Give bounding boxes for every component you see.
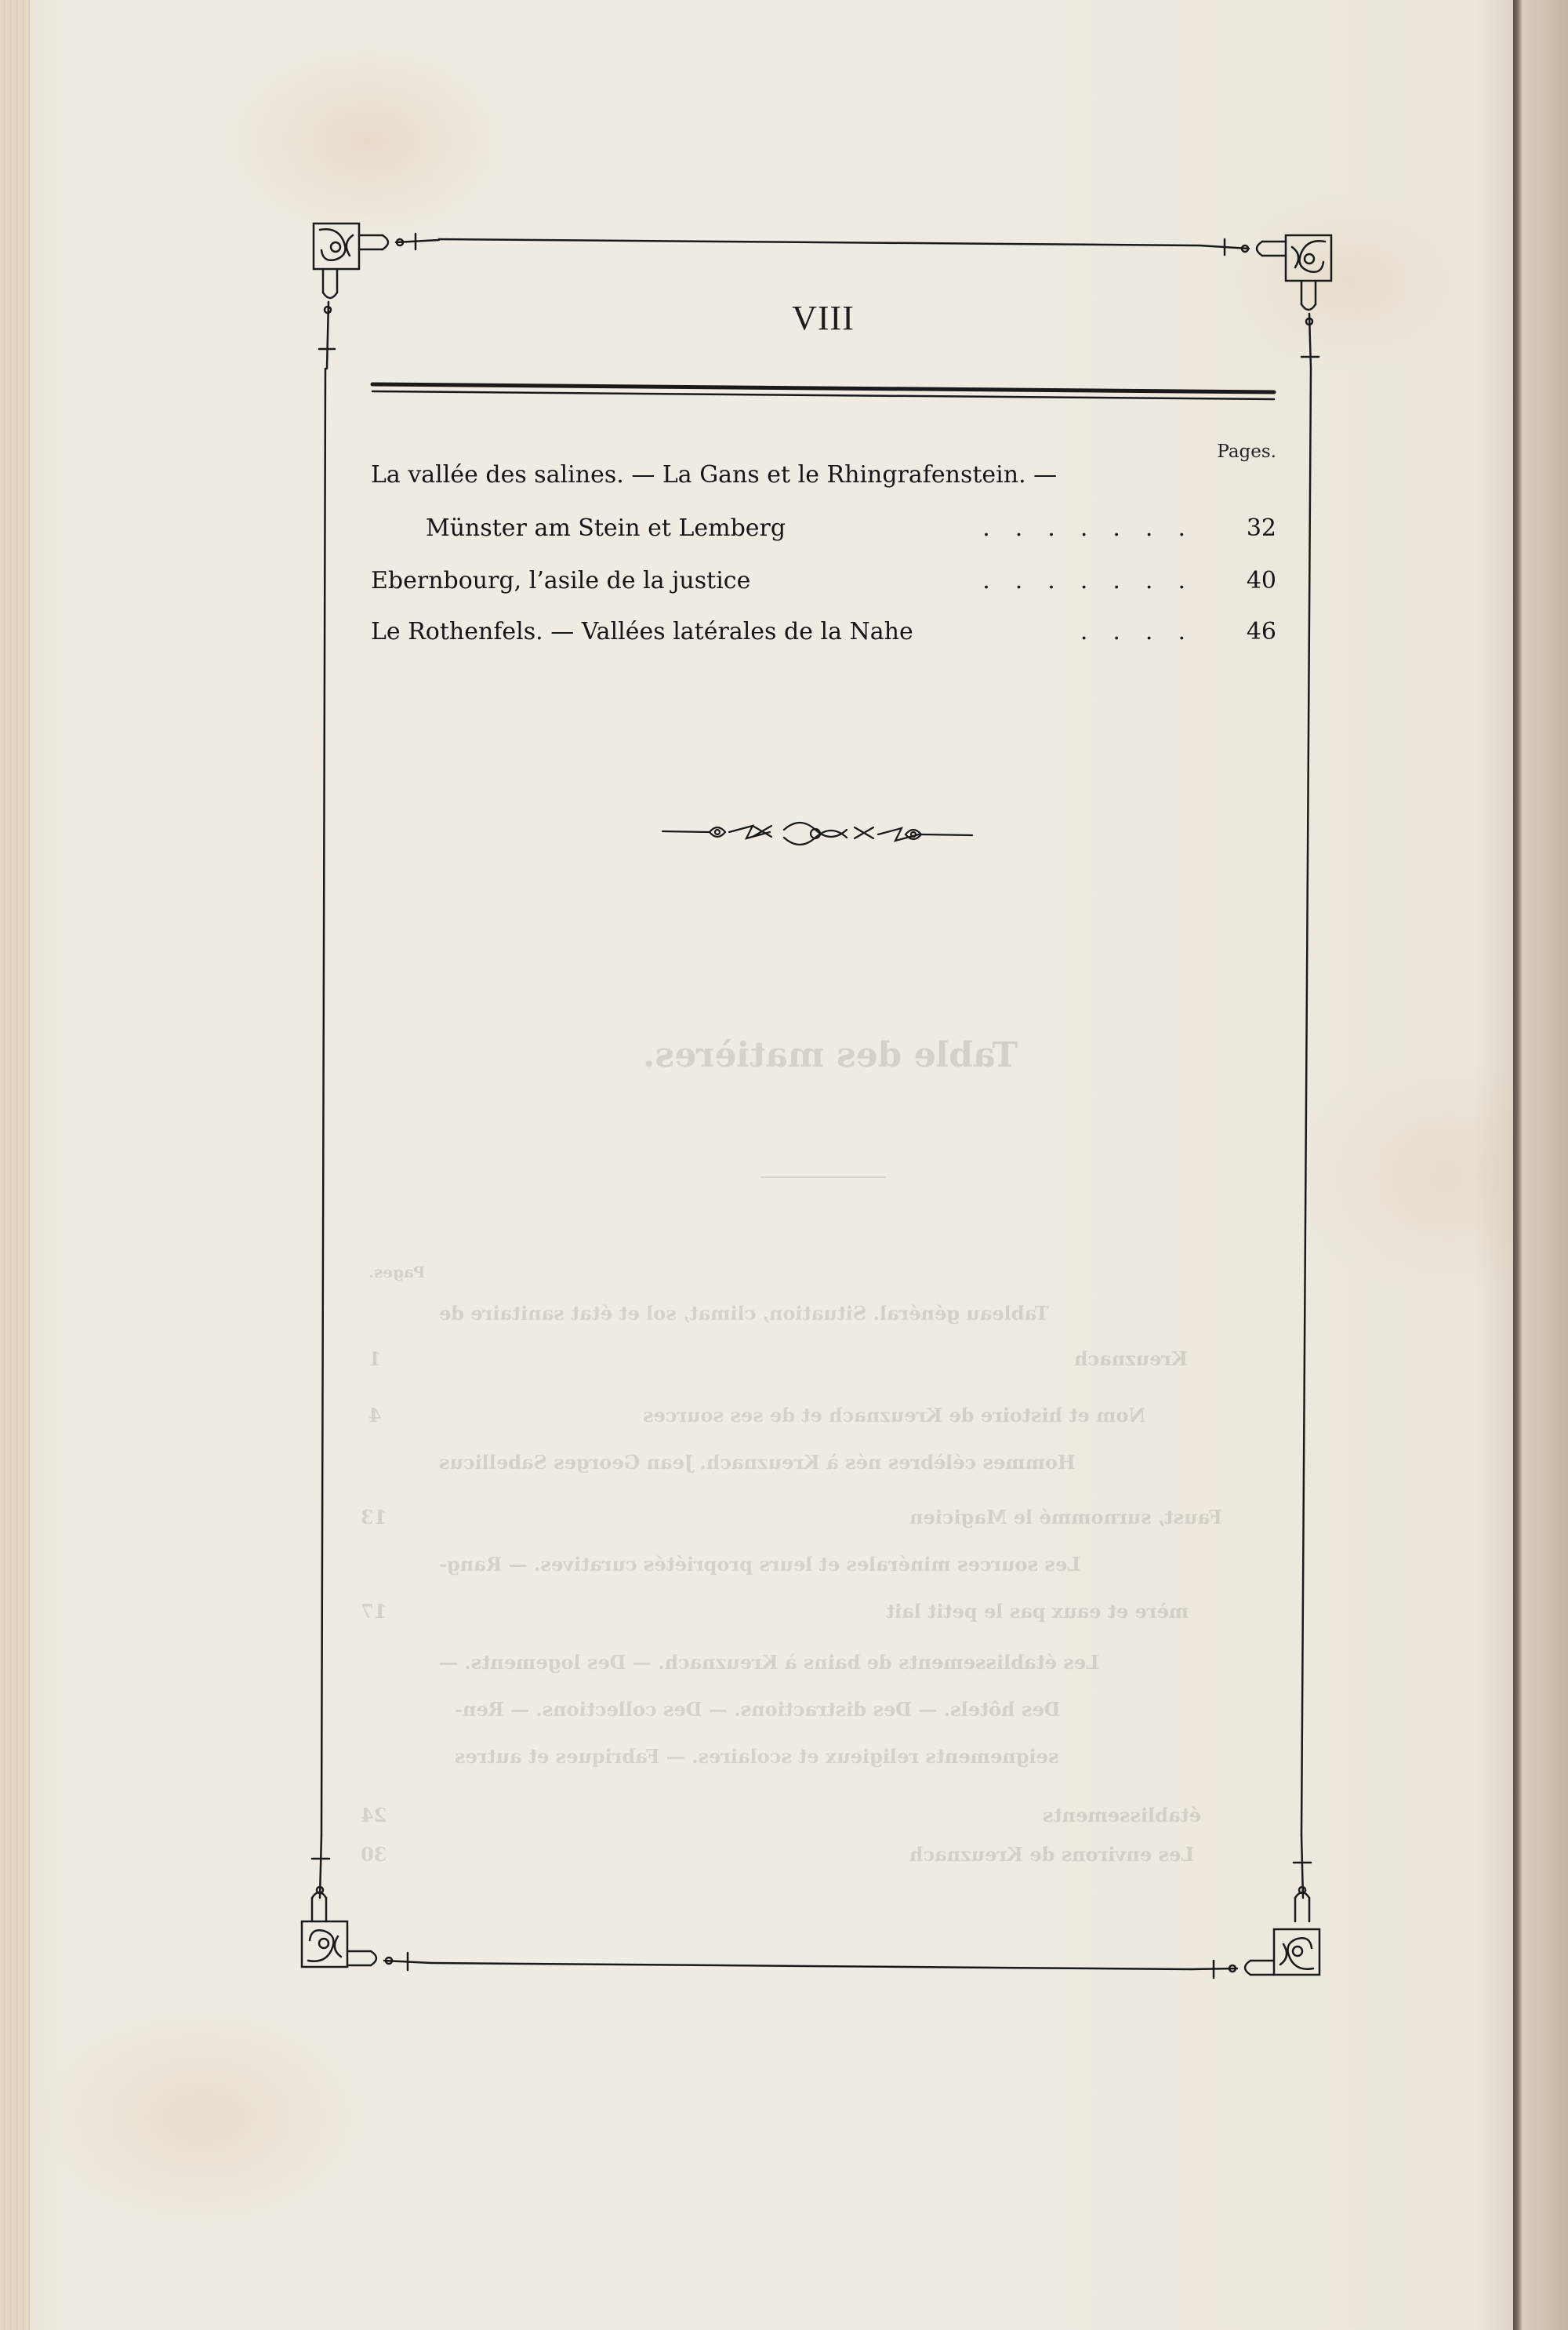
toc-leader-dots: ....... xyxy=(982,567,1210,594)
toc-entry-title: La vallée des salines. — La Gans et le Rhingrafenstein. — xyxy=(371,461,1058,489)
pages-column-label: Pages. xyxy=(1217,442,1276,462)
corner-ornament-bottom-left xyxy=(302,1835,431,1970)
bleed-through-line: Kreuznach xyxy=(1074,1347,1188,1370)
frame-bottom-line xyxy=(431,1963,1192,1969)
toc-entry-line xyxy=(426,514,1276,542)
bleed-through-line: Faust, surnommé le Magicien xyxy=(909,1506,1222,1528)
toc-entry-line xyxy=(371,567,1276,594)
toc-entry-line xyxy=(371,461,1276,489)
bleed-through-title: Table des matières. xyxy=(643,1035,1018,1075)
bleed-through-line: mère et eaux pas le petit lait xyxy=(886,1600,1189,1623)
flourish-divider xyxy=(662,823,972,845)
corner-ornament-top-right xyxy=(1200,235,1331,369)
toc-page-number: 40 xyxy=(1246,567,1276,594)
toc-leader-dots: .... xyxy=(1080,618,1210,645)
bleed-through-line: Des hôtels. — Des distractions. — Des collections. — Ren- xyxy=(455,1698,1061,1721)
bleed-through-line: établissements xyxy=(1043,1804,1201,1827)
frame-left-line xyxy=(321,369,325,1835)
page-number: VIII xyxy=(792,299,855,337)
toc-entry-title: Ebernbourg, l’asile de la justice xyxy=(371,567,751,594)
toc-entry-title-continued: Münster am Stein et Lemberg xyxy=(426,514,786,542)
corner-ornament-top-left xyxy=(314,224,439,369)
frame-top-line xyxy=(439,239,1200,245)
bleed-through-page: 24 xyxy=(361,1804,387,1827)
frame-right-line xyxy=(1301,369,1311,1835)
bleed-through-page: 17 xyxy=(361,1600,387,1623)
toc-entry-title: Le Rothenfels. — Vallées latérales de la Nahe xyxy=(371,618,913,645)
toc-page-number: 46 xyxy=(1246,618,1276,645)
toc-leader-dots: ....... xyxy=(982,514,1210,542)
bleed-through-line: Les environs de Kreuznach xyxy=(909,1843,1195,1866)
bleed-through-page: 1 xyxy=(368,1347,382,1370)
bleed-through-page: 13 xyxy=(361,1506,387,1528)
bleed-through-line: Hommes célèbres nés à Kreuznach. Jean Georges Sabellicus xyxy=(439,1451,1076,1474)
bleed-through-line: Tableau général. Situation, climat, sol et état sanitaire de xyxy=(439,1302,1049,1325)
bleed-through-line: seignements religieux et scolaires. — Fabriques et autres xyxy=(455,1745,1059,1768)
bleed-through-page: 30 xyxy=(361,1843,387,1866)
bleed-through-pages-label: Pages. xyxy=(368,1263,426,1281)
bleed-through-line: Les sources minérales et leurs propriétés curatives. — Rang- xyxy=(439,1553,1081,1576)
corner-ornament-bottom-right xyxy=(1192,1835,1319,1978)
bleed-through-line: Les établissements de bains à Kreuznach. — Des logements. — xyxy=(439,1651,1099,1674)
toc-page-number: 32 xyxy=(1246,514,1276,542)
bleed-through-line: Nom et histoire de Kreuznach et de ses sources xyxy=(643,1404,1146,1427)
bleed-through-page: 4 xyxy=(368,1404,382,1427)
header-double-rule xyxy=(372,384,1274,399)
toc-entry-line xyxy=(371,618,1276,645)
